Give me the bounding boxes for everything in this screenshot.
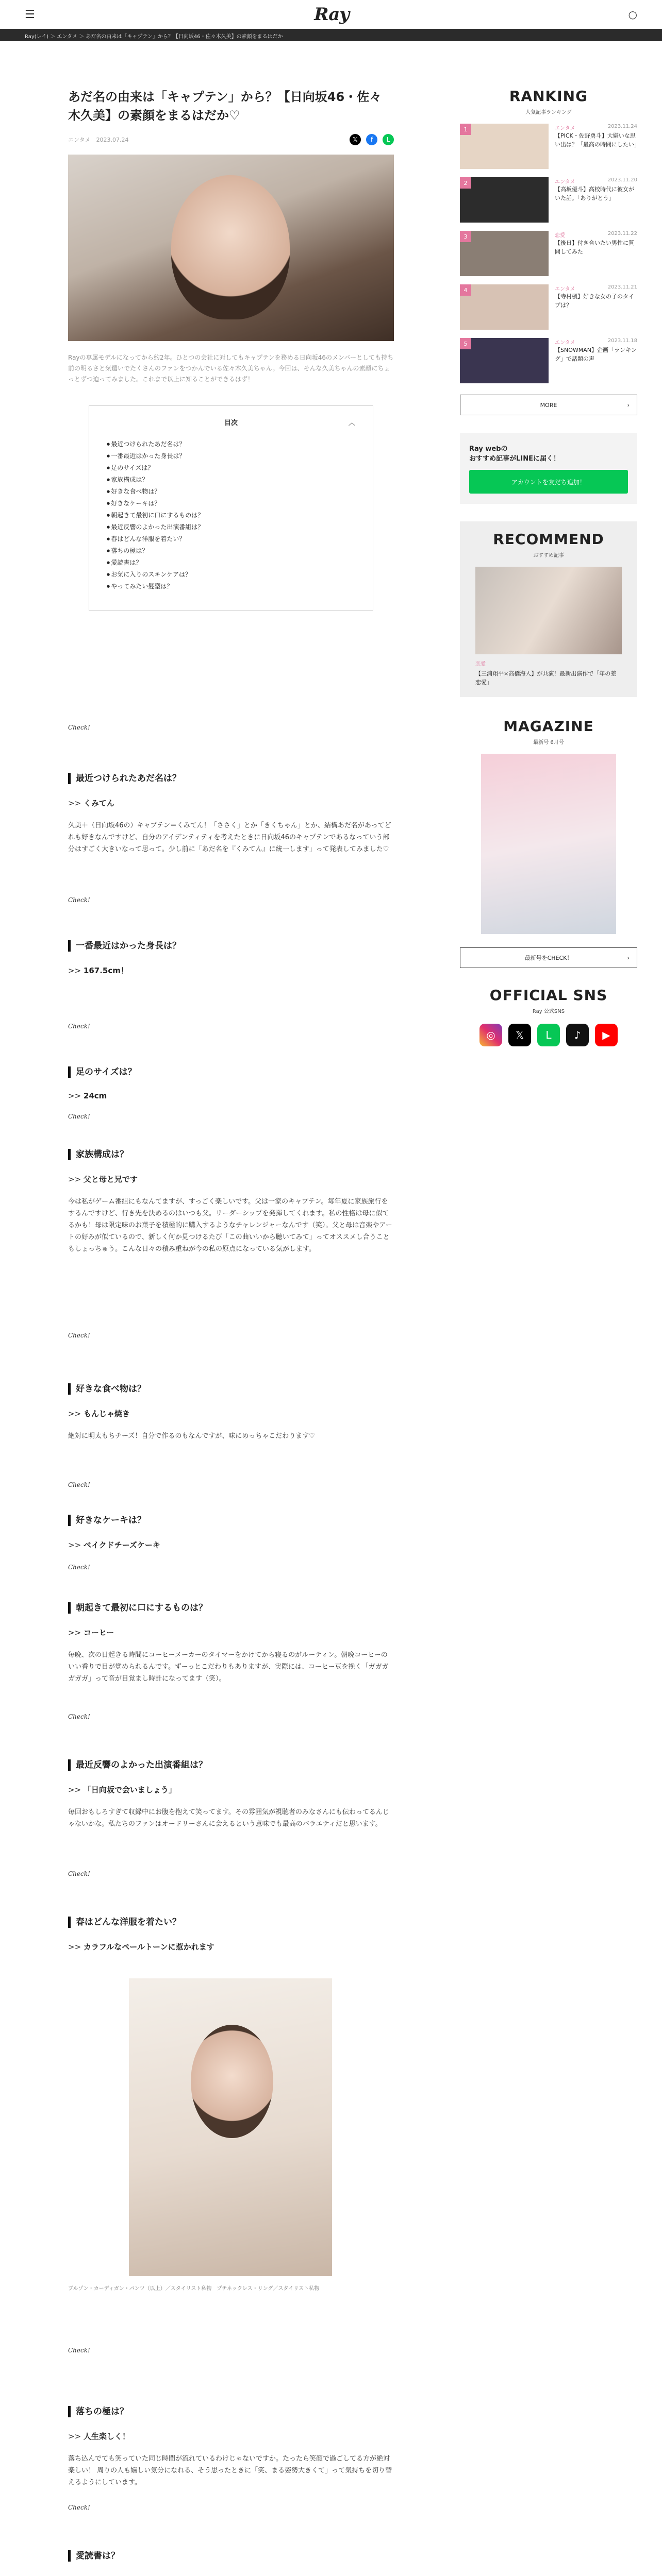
ranking-thumbnail[interactable] (460, 124, 549, 169)
toc-item[interactable]: ● 一番最近はかった身長は？ (107, 450, 355, 462)
answer-body: 久美＋（日向坂46の）キャプテン＝くみてん！「ささく」とか「きくちゃん」とか、結構あだ名があってどれも好きなんですけど、自分のアイデンティティを考えたときに日向坂46のキャプテンであるなっていう部分はすごく大きいなって思って。少し前に「あだ名を『くみてん』に統一します」って発表してみました♡ (68, 822, 391, 853)
ranking-list (460, 124, 640, 383)
line-text: おすすめ記事がLINEに届く！ (469, 455, 560, 463)
qa-section (68, 1383, 394, 1442)
answer-body: 毎晩、次の日起きる時間にコーヒーメーカーのタイマーをかけてから寝るのがルーティン。朝晩コーヒーのいい香りで目が覚められるんです。ずーっとこだわりもありますが、実際には、コーヒー豆を挽く「ガガガガガガ」って音が目覚まし時計になってます（笑）。 (68, 1651, 389, 1683)
qa-section (68, 1149, 394, 1255)
ranking-thumbnail[interactable] (460, 338, 549, 383)
toc-item[interactable]: ● 朝起きて最初に口にするものは？ (107, 510, 355, 521)
ranking-title: RANKING (509, 88, 588, 105)
ranking-thumbnail[interactable] (460, 284, 549, 330)
instagram-icon[interactable]: ◎ (479, 1024, 502, 1046)
article-category[interactable]: エンタメ (68, 137, 91, 143)
answer-heading: >> 人生楽しく！ (68, 2431, 394, 2442)
ranking-headline[interactable]: 【高坂優斗】高校時代に彼女がいた話。「ありがとう」 (555, 186, 634, 201)
toc-list (107, 438, 355, 592)
question-heading: 愛読書は？ (68, 2550, 394, 2562)
check-divider: Check! (68, 1113, 90, 1120)
site-logo[interactable]: Ray (314, 4, 350, 25)
ranking-headline[interactable]: 【後日】付き合いたい男性に質問してみた (555, 240, 634, 255)
recommend-headline[interactable]: 【三浦翔平×高橋海人】が共演！最新出演作で「年の差恋愛」 (475, 670, 617, 686)
answer-body: 毎回おもしろすぎて収録中にお腹を抱えて笑ってます。その雰囲気が視聴者のみなさんにも伝わってるんじゃないかな。私たちのファンはオードリーさんに会えるという意味でも最高のバラエティだと思います。 (68, 1808, 389, 1828)
qa-section (68, 2406, 394, 2488)
qa-section (68, 1602, 394, 1685)
ranking-category: エンタメ (555, 126, 575, 131)
ranking-headline[interactable]: 【SNOWMAN】企画「ランキング」で話題の声 (555, 347, 637, 362)
sidebar (460, 88, 640, 1046)
toc-title: 目次 (224, 419, 238, 427)
toc-item[interactable]: ● 春はどんな洋服を着たい？ (107, 533, 355, 545)
question-heading: 朝起きて最初に口にするものは？ (68, 1602, 394, 1614)
check-divider: Check! (68, 724, 90, 731)
top-share (350, 134, 394, 145)
magazine-title: MAGAZINE (503, 718, 594, 735)
qa-section (68, 773, 394, 855)
article-title: あだ名の由来は「キャプテン」から？【日向坂46・佐々木久美】の素顔をまるはだか♡ (68, 90, 382, 123)
search-icon[interactable]: ○ (628, 8, 637, 21)
model-photo (129, 1978, 332, 2276)
answer-heading: >> 「日向坂で会いましょう」 (68, 1784, 394, 1795)
ranking-date: 2023.11.22 (607, 231, 637, 236)
menu-icon[interactable]: ☰ (25, 8, 35, 21)
qa-section (68, 1759, 394, 1830)
check-divider: Check! (68, 896, 90, 904)
question-heading: 好きな食べ物は？ (68, 1383, 394, 1395)
rank-number: 2 (460, 177, 471, 189)
toc-item[interactable]: ● 落ちの極は？ (107, 545, 355, 557)
line-title: Ray webの (469, 445, 508, 453)
toc-item[interactable]: ● 好きなケーキは？ (107, 498, 355, 510)
more-button[interactable]: MORE › (460, 395, 637, 415)
toc-item[interactable]: ● 家族構成は？ (107, 474, 355, 486)
toc-item[interactable]: ● 愛読書は？ (107, 557, 355, 569)
ranking-item[interactable] (460, 284, 637, 330)
magazine-check-button[interactable]: 最新号をCHECK！ › (460, 947, 637, 968)
ranking-category: 恋愛 (555, 233, 565, 239)
answer-heading: >> カラフルなペールトーンに惹かれます (68, 1941, 394, 1952)
question-heading: 家族構成は？ (68, 1149, 394, 1160)
check-divider: Check! (68, 1332, 90, 1339)
recommend-section (460, 521, 637, 697)
qa-section (68, 1066, 394, 1100)
answer-body: 落ち込んでても笑っていた同じ時間が流れているわけじゃないですか。たったら笑顔で過ごしてる方が絶対楽しい！ 周りの人も嬉しい気分になれる、そう思ったときに「笑、まる姿勢大きくて」って気持ちを切り替えるようにしています。 (68, 2455, 392, 2486)
article-lead: Rayの専属モデルになってから約2年。ひとつの会社に対してもキャプテンを務める日向坂46のメンバーとしても持ち前の明るさと気遣いでたくさんのファンをつかんでいる佐々木久美ちゃん。今回は、そんな久美ちゃんの素顔にちょっとずつ迫ってみました。これまで以上に知ることができるはず！ (68, 354, 394, 383)
check-divider: Check! (68, 1481, 90, 1488)
answer-heading: >> ベイクドチーズケーキ (68, 1539, 394, 1550)
youtube-icon[interactable]: ▶ (595, 1024, 618, 1046)
question-heading: 好きなケーキは？ (68, 1515, 394, 1526)
check-divider: Check! (68, 1564, 90, 1571)
qa-section (68, 1515, 394, 1550)
facebook-share-icon[interactable]: f (366, 134, 377, 145)
question-heading: 落ちの極は？ (68, 2406, 394, 2417)
question-heading: 一番最近はかった身長は？ (68, 940, 394, 952)
official-sns (460, 987, 637, 1046)
toc-item[interactable]: ● 最近反響のよかった出演番組は？ (107, 521, 355, 533)
table-of-contents (89, 405, 373, 611)
qa-section (68, 1917, 394, 1952)
line-add-button[interactable]: アカウントを友だち追加！ (469, 470, 628, 494)
line-share-icon[interactable]: L (383, 134, 394, 145)
sns-title: OFFICIAL SNS (489, 987, 608, 1004)
toc-item[interactable]: ● 好きな食べ物は？ (107, 486, 355, 498)
ranking-item[interactable] (460, 177, 637, 223)
answer-body: 絶対に明太もちチーズ！自分で作るのもなんですが、味にめっちゃこだわります♡ (68, 1432, 315, 1440)
ranking-date: 2023.11.20 (607, 177, 637, 183)
recommend-subtitle: おすすめ記事 (533, 553, 565, 558)
ranking-category: エンタメ (555, 179, 575, 185)
toc-item[interactable]: ● 足のサイズは？ (107, 462, 355, 474)
x-icon[interactable]: 𝕏 (508, 1024, 531, 1046)
rank-number: 1 (460, 124, 471, 135)
recommend-image[interactable] (475, 567, 622, 654)
sns-subtitle: Ray 公式SNS (532, 1009, 565, 1014)
rank-number: 5 (460, 338, 471, 349)
line-promo (460, 433, 637, 504)
question-heading: 最近反響のよかった出演番組は？ (68, 1759, 394, 1771)
rank-number: 4 (460, 284, 471, 296)
article-date: 2023.07.24 (96, 137, 129, 143)
chevron-up-icon[interactable]: ︿ (348, 419, 355, 427)
magazine-section (460, 718, 637, 968)
ranking-item[interactable] (460, 231, 637, 276)
tiktok-icon[interactable]: ♪ (566, 1024, 589, 1046)
article-meta (68, 134, 394, 145)
qa-section (68, 2550, 394, 2576)
check-divider: Check! (68, 1713, 90, 1720)
check-divider: Check! (68, 2347, 90, 2354)
answer-heading: >> 父と母と兄です (68, 1174, 394, 1184)
ranking-item[interactable] (460, 338, 637, 383)
x-share-icon[interactable]: 𝕏 (350, 134, 361, 145)
answer-heading: >> もんじゃ焼き (68, 1408, 394, 1419)
ranking-thumbnail[interactable] (460, 177, 549, 223)
ranking-subtitle: 人気記事ランキング (525, 110, 572, 115)
article-main (68, 88, 394, 611)
recommend-category: 恋愛 (475, 662, 486, 667)
ranking-category: エンタメ (555, 286, 575, 292)
ranking-date: 2023.11.24 (607, 124, 637, 129)
magazine-cover[interactable] (481, 754, 616, 934)
answer-body: 今は私がゲーム番組にもなんてますが、すっごく楽しいです。父は一家のキャプテン。毎年夏に家族旅行をするんですけど、行き先を決めるのはいつも父。リーダーシップを発揮してくれます。私の性格は母に似てるかも！母は限定味のお菓子を積極的に購入するようなチャレンジャーなんです（笑）。父と母は音楽やアートの好みが似ているので、新しく何か見つけるたび「この曲いいから聴いてみて」ってオススメし合うこともしょっちゅう。こんな日々の積み重ねが今の私の原点になっている気がします。 (68, 1198, 392, 1253)
check-divider: Check! (68, 1870, 90, 1877)
answer-heading: >> 24cm (68, 1091, 394, 1100)
ranking-headline[interactable]: 【寺村楓】好きな女の子のタイプは？ (555, 293, 634, 309)
ranking-date: 2023.11.18 (607, 338, 637, 344)
site-header (0, 0, 662, 29)
ranking-date: 2023.11.21 (607, 284, 637, 290)
photo-caption: ブルゾン・カーディガン・パンツ（以上）／スタイリスト私物 プチネックレス・リング／スタイリスト私物 (68, 2286, 320, 2292)
answer-heading: >> くみてん (68, 798, 394, 808)
ranking-headline[interactable]: 【PICK・佐野勇斗】大嫌いな思い出は？「最高の時間にしたい」 (555, 132, 640, 148)
hero-photo (68, 155, 394, 341)
recommend-title: RECOMMEND (493, 531, 604, 548)
line-icon[interactable]: L (537, 1024, 560, 1046)
check-divider: Check! (68, 1023, 90, 1030)
question-heading: 春はどんな洋服を着たい？ (68, 1917, 394, 1928)
question-heading: 最近つけられたあだ名は？ (68, 773, 394, 784)
question-heading: 足のサイズは？ (68, 1066, 394, 1078)
answer-heading: >> コーヒー (68, 1627, 394, 1638)
toc-item[interactable]: ● 最近つけられたあだ名は？ (107, 438, 355, 450)
ranking-category: エンタメ (555, 340, 575, 346)
toc-item[interactable]: ● やってみたい髪型は？ (107, 581, 355, 592)
ranking-thumbnail[interactable] (460, 231, 549, 276)
qa-section (68, 940, 394, 976)
breadcrumb[interactable]: Ray(レイ) ＞ エンタメ ＞ あだ名の由来は「キャプテン」から？【日向坂46・佐々木久美】の素顔をまるはだか (0, 29, 662, 41)
magazine-subtitle: 最新号 6月号 (533, 740, 564, 745)
check-divider: Check! (68, 2504, 90, 2511)
ranking-item[interactable] (460, 124, 640, 169)
answer-heading: >> 167.5cm！ (68, 965, 394, 976)
rank-number: 3 (460, 231, 471, 242)
toc-item[interactable]: ● お気に入りのスキンケアは？ (107, 569, 355, 581)
